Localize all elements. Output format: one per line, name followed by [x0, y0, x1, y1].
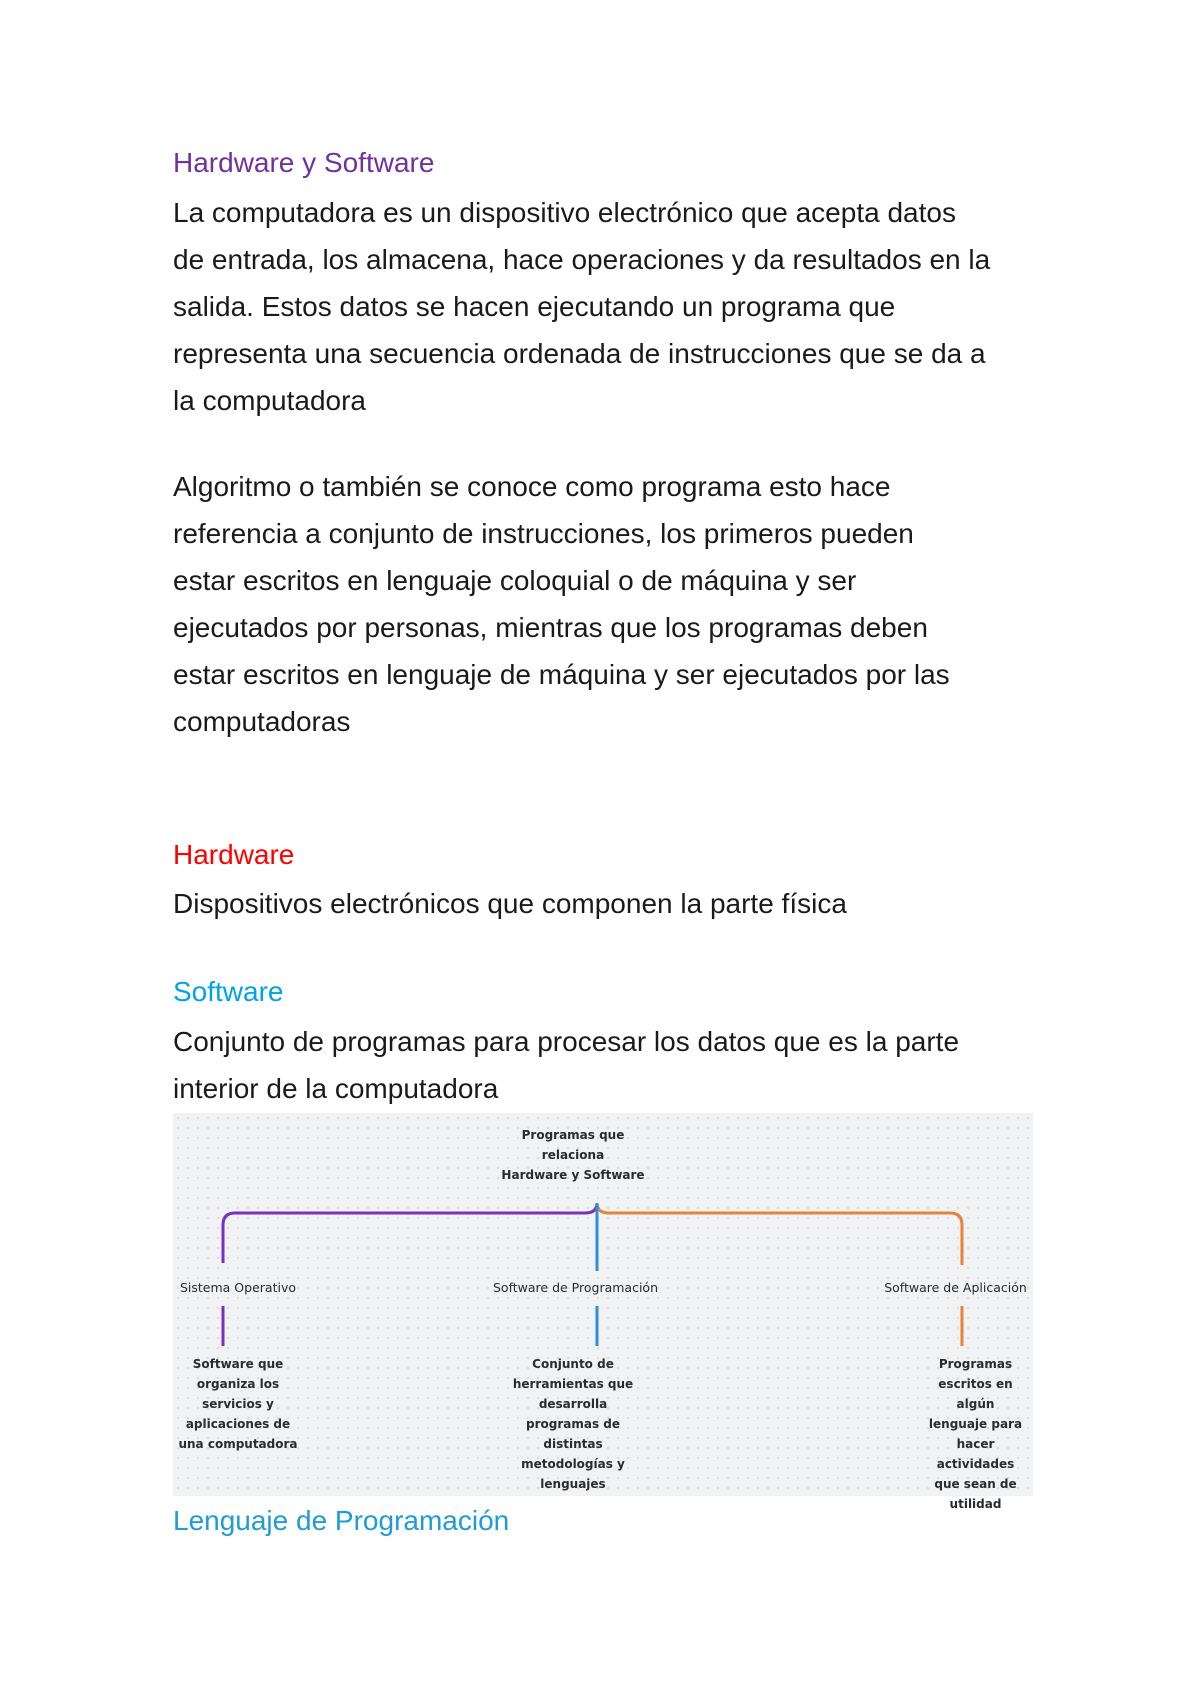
diagram-root-label [473, 1125, 673, 1185]
node-sistema-operativo: Sistema Operativo [179, 1280, 296, 1295]
heading-lenguaje-programacion: Lenguaje de Programación [173, 1505, 510, 1536]
desc-line: una computadora [178, 1437, 298, 1451]
desc-line: Programas [938, 1357, 1013, 1371]
desc-line: desarrolla [538, 1397, 608, 1411]
desc-line: organiza los [196, 1377, 280, 1391]
desc-line: lenguaje para [928, 1417, 1023, 1431]
desc-line: Software que [192, 1357, 284, 1371]
desc-line: programas de [525, 1417, 620, 1431]
intro-line: de entrada, los almacena, hace operaciones y da resultados en la [173, 244, 991, 275]
software-line: Conjunto de programas para procesar los datos que es la parte [173, 1026, 960, 1057]
desc-line: herramientas que [512, 1377, 634, 1391]
desc-line: aplicaciones de [185, 1417, 291, 1431]
node-software-aplicacion: Software de Aplicación [884, 1280, 1027, 1295]
algorithm-line: estar escritos en lenguaje coloquial o de máquina y ser [173, 565, 857, 596]
desc-software-aplicacion [923, 1354, 1028, 1514]
algorithm-line: Algoritmo o también se conoce como programa esto hace [173, 471, 891, 502]
desc-line: distintas [543, 1437, 603, 1451]
desc-line: servicios y [202, 1397, 274, 1411]
desc-line: metodologías y [521, 1457, 625, 1471]
intro-line: la computadora [173, 385, 367, 416]
algorithm-paragraph [173, 463, 1053, 745]
intro-line: salida. Estos datos se hacen ejecutando un programa que [173, 291, 896, 322]
desc-line: lenguajes [540, 1477, 606, 1491]
root-line: Hardware y Software [501, 1168, 645, 1182]
software-line: interior de la computadora [173, 1073, 499, 1104]
desc-sistema-operativo [173, 1354, 303, 1454]
intro-line: La computadora es un dispositivo electrónico que acepta datos [173, 197, 956, 228]
desc-software-programacion [508, 1354, 638, 1494]
algorithm-line: ejecutados por personas, mientras que los programas deben [173, 612, 928, 643]
node-software-programacion: Software de Programación [493, 1280, 658, 1295]
desc-line: utilidad [949, 1497, 1002, 1511]
programs-diagram [173, 1113, 1033, 1511]
software-definition [173, 1018, 1053, 1112]
hardware-line: Dispositivos electrónicos que componen la parte física [173, 888, 847, 919]
heading-software: Software [173, 976, 284, 1007]
desc-line: Conjunto de [532, 1357, 614, 1371]
intro-paragraph [173, 189, 1053, 424]
desc-line: hacer actividades [936, 1437, 1015, 1471]
heading-hardware-y-software: Hardware y Software [173, 147, 435, 178]
algorithm-line: computadoras [173, 706, 351, 737]
connector-sistema-operativo [223, 1203, 597, 1263]
root-line: relaciona [541, 1148, 605, 1162]
heading-hardware: Hardware [173, 839, 295, 870]
algorithm-line: estar escritos en lenguaje de máquina y ser ejecutados por las [173, 659, 950, 690]
desc-line: que sean de [934, 1477, 1017, 1491]
connector-software-aplicacion [597, 1203, 962, 1265]
hardware-definition [173, 880, 1053, 927]
root-line: Programas que [521, 1128, 625, 1142]
intro-line: representa una secuencia ordenada de instrucciones que se da a [173, 338, 986, 369]
algorithm-line: referencia a conjunto de instrucciones, los primeros pueden [173, 518, 914, 549]
desc-line: escritos en algún [938, 1377, 1013, 1411]
